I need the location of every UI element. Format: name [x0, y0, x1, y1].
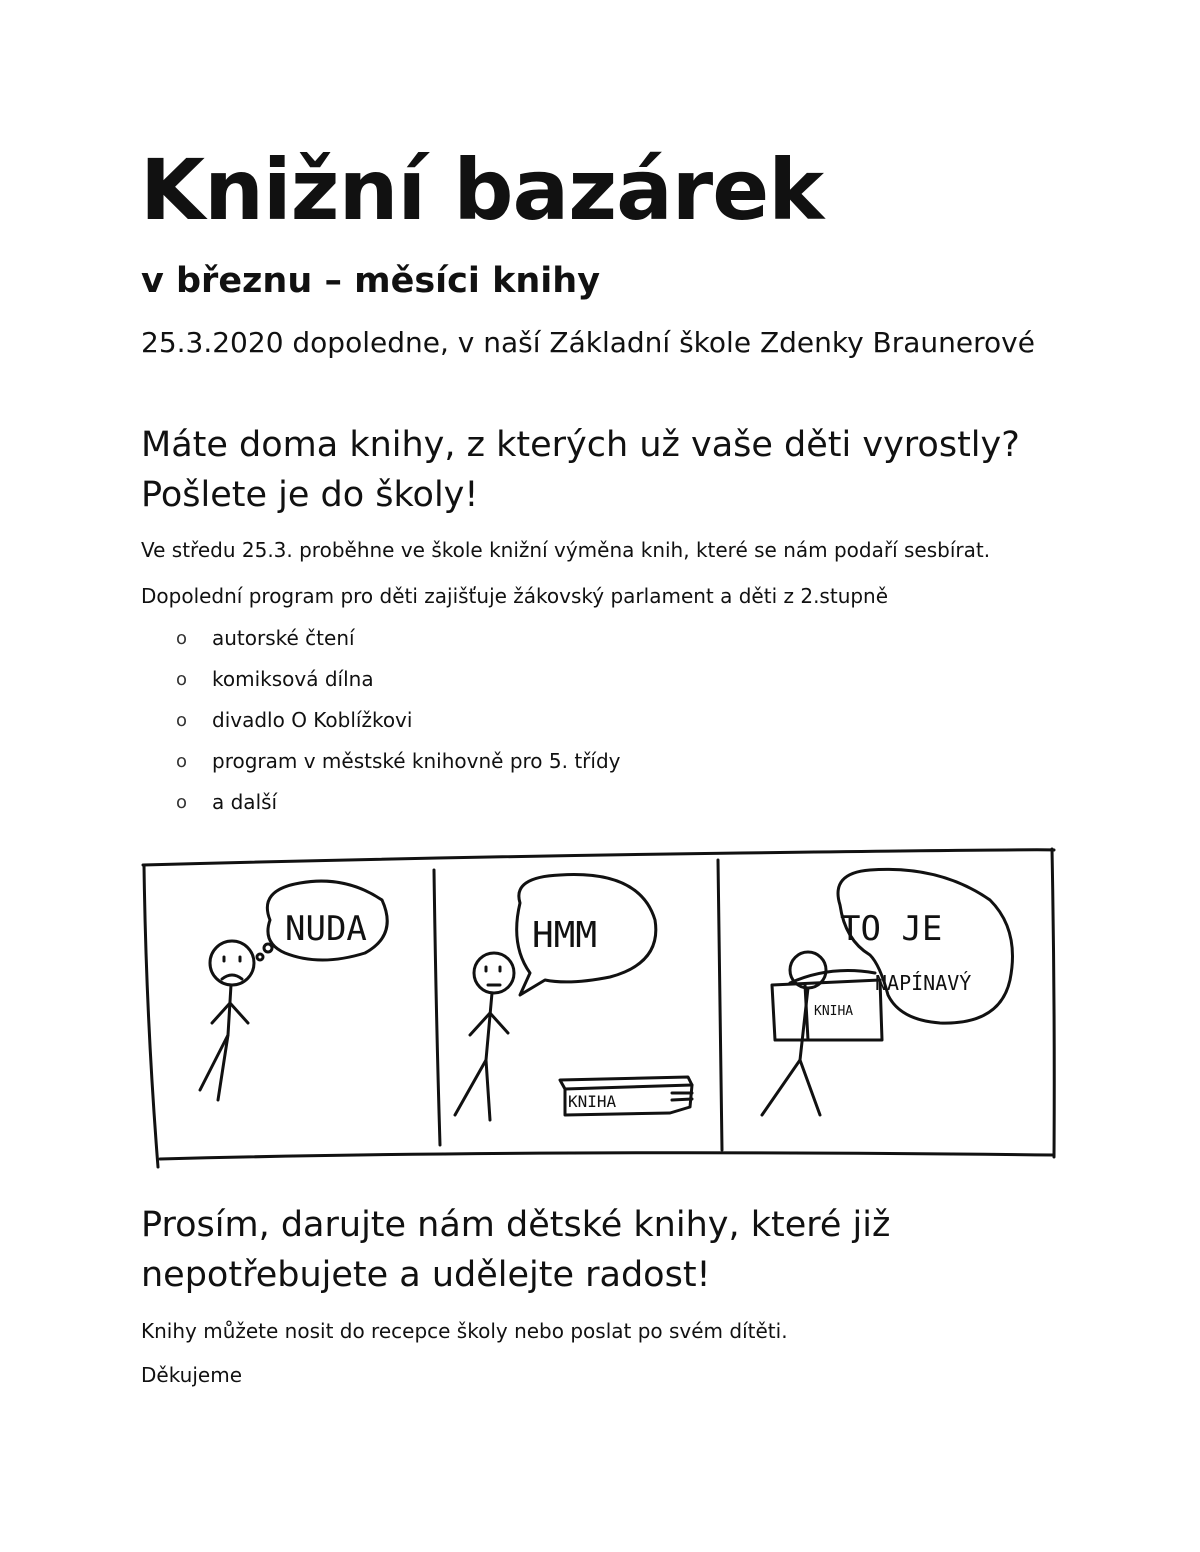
list-item-text: program v městské knihovně pro 5. třídy — [212, 749, 621, 773]
section2-heading-line2: nepotřebujete a udělejte radost! — [141, 1255, 711, 1295]
bullet-icon: o — [176, 628, 188, 649]
bullet-icon: o — [176, 710, 188, 731]
panel3-book-label: KNIHA — [814, 1004, 854, 1019]
panel1-head — [210, 941, 254, 985]
panel3-bubble-text-line2: NAPÍNAVÝ — [875, 971, 972, 995]
section2-heading — [141, 1200, 1141, 1300]
panel3-bubble-text-line1: TO JE — [840, 909, 943, 949]
bullet-icon: o — [176, 792, 188, 813]
list-item-text: a další — [212, 790, 278, 814]
panel1-figure — [200, 941, 254, 1100]
section1-heading-line2: Pošlete je do školy! — [141, 475, 479, 515]
panel2-book-label: KNIHA — [568, 1092, 617, 1111]
list-item — [176, 748, 621, 789]
panel2-bubble-text: HMM — [532, 915, 598, 956]
list-item — [176, 666, 621, 707]
panel3-figure — [762, 952, 826, 1115]
comic-strip — [140, 845, 1060, 1170]
thanks-text: Děkujeme — [141, 1363, 242, 1387]
section1-heading — [141, 420, 1141, 520]
list-item-text: komiksová dílna — [212, 667, 374, 691]
event-description: Ve středu 25.3. proběhne ve škole knižní výměna knih, které se nám podaří sesbírat. — [141, 538, 991, 562]
section2-heading-line1: Prosím, darujte nám dětské knihy, které již — [141, 1205, 891, 1245]
event-dateline: 25.3.2020 dopoledne, v naší Základní škole Zdenky Braunerové — [141, 326, 1035, 359]
donation-instructions: Knihy můžete nosit do recepce školy nebo poslat po svém dítěti. — [141, 1319, 788, 1343]
list-item — [176, 789, 621, 830]
bullet-icon: o — [176, 751, 188, 772]
list-item-text: divadlo O Koblížkovi — [212, 708, 413, 732]
panel1-bubble-text: NUDA — [285, 909, 367, 949]
list-item-text: autorské čtení — [212, 626, 355, 650]
list-item — [176, 625, 621, 666]
page-title: Knižní bazárek — [140, 141, 824, 239]
comic-frame-top — [143, 850, 1054, 865]
comic-frame-right — [1052, 849, 1054, 1157]
comic-frame-left — [144, 865, 158, 1167]
program-list — [176, 625, 621, 830]
list-item — [176, 707, 621, 748]
panel2-figure — [455, 953, 514, 1120]
comic-frame-bottom — [160, 1153, 1054, 1159]
page-subtitle: v březnu – měsíci knihy — [141, 261, 601, 301]
bullet-icon: o — [176, 669, 188, 690]
program-intro: Dopolední program pro děti zajišťuje žákovský parlament a děti z 2.stupně — [141, 584, 889, 608]
comic-divider-1 — [434, 870, 440, 1145]
panel2-head — [474, 953, 514, 993]
section1-heading-line1: Máte doma knihy, z kterých už vaše děti vyrostly? — [141, 425, 1020, 465]
comic-divider-2 — [718, 860, 722, 1150]
